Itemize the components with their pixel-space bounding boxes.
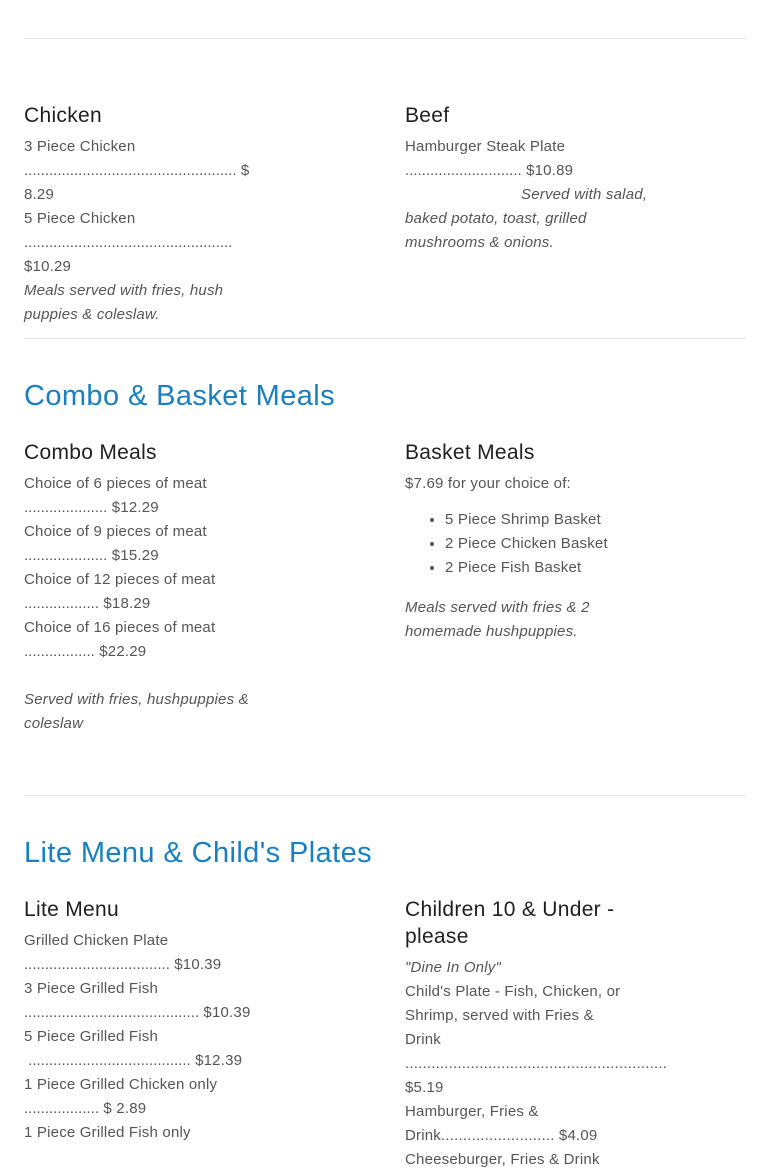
menu-item — [24, 1025, 274, 1073]
basket-options — [405, 508, 655, 580]
menu-item — [405, 135, 655, 183]
beef-heading: Beef — [405, 104, 450, 127]
item-name: Choice of 9 pieces of meat — [24, 523, 207, 540]
section-divider — [24, 795, 746, 796]
item-name: 5 Piece Grilled Fish — [24, 1028, 159, 1045]
dot-leader: .................. — [24, 1100, 100, 1117]
item-name: 3 Piece Grilled Fish — [24, 980, 159, 997]
dot-leader: .................................................. — [24, 234, 233, 251]
menu-item — [24, 616, 274, 664]
menu-item — [24, 135, 274, 207]
combo-section-title: Combo & Basket Meals — [24, 380, 336, 412]
menu-item — [24, 977, 274, 1025]
item-name: Choice of 12 pieces of meat — [24, 571, 216, 588]
menu-item — [24, 929, 274, 977]
combo-heading: Combo Meals — [24, 441, 157, 464]
item-name: 3 Piece Chicken — [24, 138, 136, 155]
item-name: Choice of 16 pieces of meat — [24, 619, 216, 636]
children-menu — [405, 896, 668, 1172]
lite-heading: Lite Menu — [24, 898, 119, 921]
item-price: $22.29 — [99, 643, 147, 660]
menu-item — [24, 568, 274, 616]
dot-leader: ................................................... — [24, 162, 237, 179]
item-name: Hamburger Steak Plate — [405, 138, 566, 155]
list-item: • 2 Piece Chicken Basket — [445, 532, 655, 556]
item-name: 1 Piece Grilled Chicken only — [24, 1076, 218, 1093]
item-price: $ 2.89 — [103, 1100, 147, 1117]
dot-leader: .................... — [24, 499, 108, 516]
item-name: 1 Piece Grilled Fish only — [24, 1124, 191, 1141]
chicken-menu — [24, 102, 274, 327]
basket-menu — [405, 439, 655, 644]
basket-note: Meals served with fries & 2 homemade hushpuppies. — [405, 599, 590, 640]
menu-item — [24, 520, 274, 568]
item-price: $15.29 — [111, 547, 159, 564]
basket-intro: $7.69 for your choice of: — [405, 475, 571, 492]
list-item: • 2 Piece Fish Basket — [445, 556, 655, 580]
item-price: $18.29 — [103, 595, 151, 612]
combo-note: Served with fries, hushpuppies & coleslaw — [24, 691, 249, 732]
beef-menu — [405, 102, 655, 255]
dot-leader: .................. — [24, 595, 100, 612]
menu-item — [24, 1121, 274, 1145]
hamburger-item: Hamburger, Fries & Drink.......................... $4.09 — [405, 1103, 598, 1144]
beef-note: Served with salad, baked potato, toast, grilled mushrooms & onions. — [405, 186, 648, 251]
top-divider — [24, 38, 746, 39]
combo-menu — [24, 439, 274, 736]
item-name: Choice of 6 pieces of meat — [24, 475, 207, 492]
menu-item — [24, 207, 274, 279]
item-name: 5 Piece Chicken — [24, 210, 136, 227]
item-price: $10.29 — [24, 258, 72, 275]
dot-leader: .................... — [24, 547, 108, 564]
children-heading: Children 10 & Under - please — [405, 898, 615, 948]
chicken-heading: Chicken — [24, 104, 102, 127]
childs-plate-item: Child's Plate - Fish, Chicken, or Shrimp, served with Fries & Drink ............................................................ $5.19 — [405, 983, 668, 1096]
menu-item — [24, 472, 274, 520]
cheeseburger-item: Cheeseburger, Fries & Drink — [405, 1151, 600, 1168]
item-price: $12.29 — [111, 499, 159, 516]
basket-heading: Basket Meals — [405, 441, 535, 464]
item-price: $12.39 — [195, 1052, 243, 1069]
lite-menu — [24, 896, 274, 1145]
dot-leader: .......................................... — [24, 1004, 200, 1021]
dot-leader: ....................................... — [24, 1052, 191, 1069]
dine-in-note: "Dine In Only" — [405, 959, 501, 976]
lite-section-title: Lite Menu & Child's Plates — [24, 837, 372, 869]
item-price: $10.39 — [174, 956, 222, 973]
item-price: $ 8.29 — [24, 162, 250, 203]
chicken-note: Meals served with fries, hush puppies & coleslaw. — [24, 282, 224, 323]
item-name: Grilled Chicken Plate — [24, 932, 169, 949]
dot-leader: ............................ — [405, 162, 522, 179]
section-divider — [24, 338, 746, 339]
menu-item — [24, 1073, 274, 1121]
list-item: • 5 Piece Shrimp Basket — [445, 508, 655, 532]
item-price: $10.89 — [526, 162, 574, 179]
item-price: $10.39 — [203, 1004, 251, 1021]
dot-leader: ................. — [24, 643, 95, 660]
dot-leader: ................................... — [24, 956, 170, 973]
